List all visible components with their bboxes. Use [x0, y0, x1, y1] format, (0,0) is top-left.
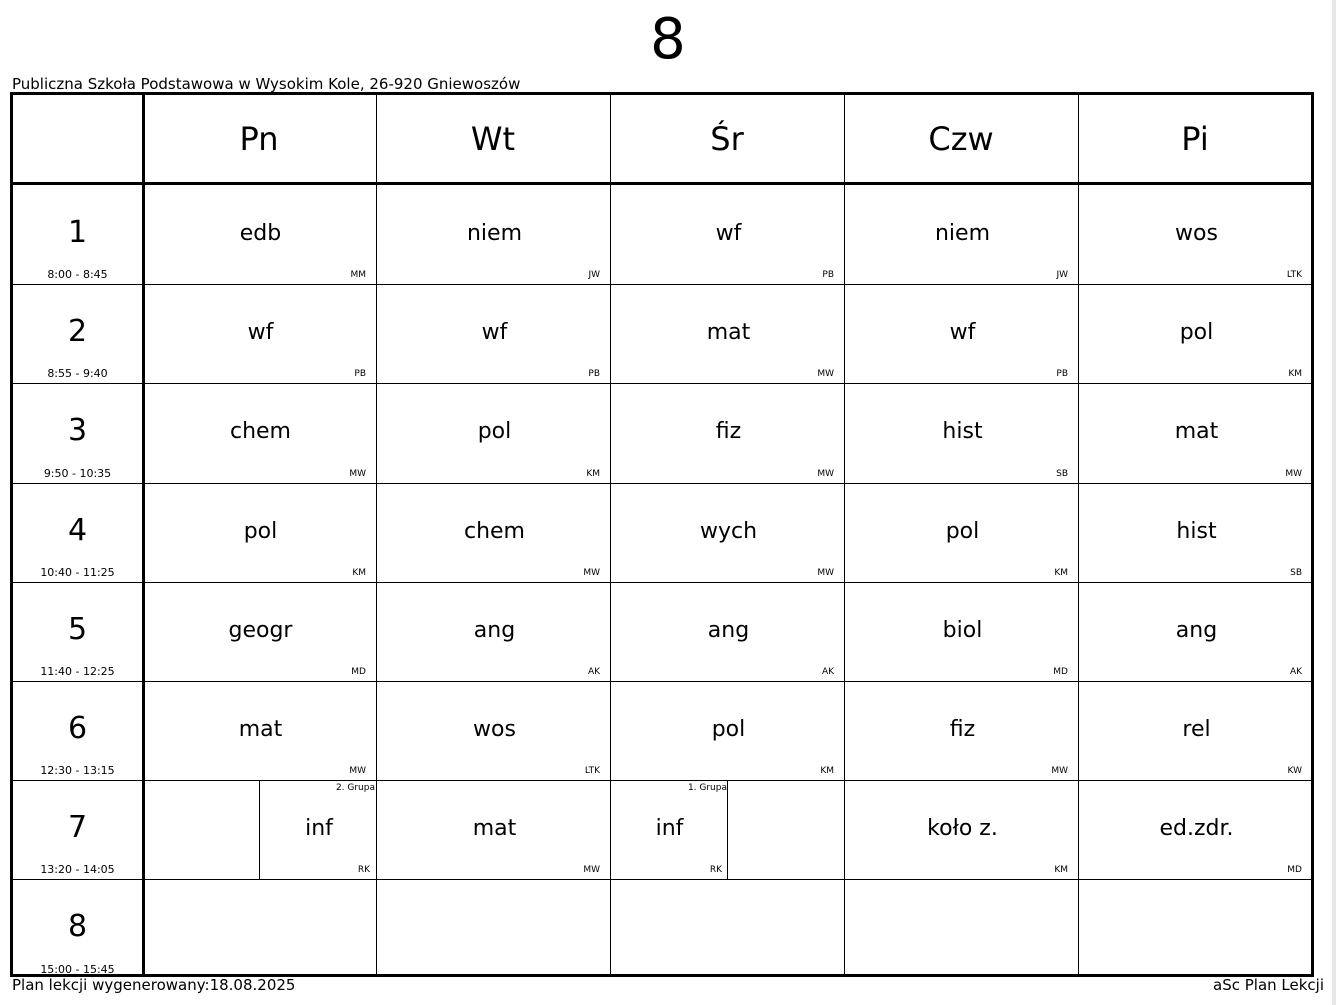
subject-name: ed.zdr.	[1159, 816, 1234, 842]
group-split-divider	[727, 780, 728, 879]
group-label: 1. Grupa	[687, 783, 727, 794]
period-time: 12:30 - 13:15	[40, 764, 115, 778]
teacher-code: MD	[1053, 666, 1068, 677]
lesson-cell[interactable]	[1081, 185, 1312, 284]
teacher-code: MM	[350, 270, 366, 281]
subject-name: pol	[1179, 320, 1214, 346]
lesson-cell[interactable]	[847, 879, 1078, 978]
period-cell-7	[13, 780, 142, 879]
teacher-code: RK	[709, 865, 722, 876]
subject-name: chem	[463, 518, 525, 544]
subject-name: mat	[706, 320, 751, 346]
period-time: 13:20 - 14:05	[40, 863, 115, 877]
timetable-grid	[10, 92, 1314, 977]
teacher-code: MW	[817, 567, 834, 578]
lesson-cell[interactable]	[262, 780, 376, 879]
teacher-code: AK	[587, 666, 600, 677]
teacher-code: SB	[1056, 468, 1068, 479]
teacher-code: AK	[1289, 666, 1302, 677]
lesson-cell[interactable]	[145, 383, 376, 482]
lesson-cell[interactable]	[613, 582, 844, 681]
period-cell-8	[13, 879, 142, 978]
subject-name: pol	[243, 518, 278, 544]
lesson-cell[interactable]	[1081, 383, 1312, 482]
lesson-cell[interactable]	[379, 582, 610, 681]
teacher-code: MW	[817, 468, 834, 479]
subject-name: mat	[472, 816, 517, 842]
lesson-cell[interactable]	[379, 383, 610, 482]
lesson-cell[interactable]	[613, 879, 844, 978]
teacher-code: AK	[821, 666, 834, 677]
teacher-code: JW	[588, 270, 600, 281]
period-time: 9:50 - 10:35	[43, 466, 112, 480]
lesson-cell[interactable]	[847, 284, 1078, 383]
subject-name: hist	[1176, 518, 1217, 544]
teacher-code: MW	[349, 766, 366, 777]
subject-name: pol	[711, 717, 746, 742]
lesson-cell[interactable]	[379, 780, 610, 879]
subject-name: wf	[949, 320, 976, 346]
lesson-cell[interactable]	[847, 582, 1078, 681]
lesson-cell[interactable]	[379, 879, 610, 978]
day-column-divider	[1078, 95, 1079, 974]
subject-name: edb	[239, 221, 282, 246]
period-cell-5	[13, 582, 142, 681]
teacher-code: LTK	[1286, 270, 1302, 281]
teacher-code: KW	[1287, 766, 1302, 777]
teacher-code: MD	[1287, 865, 1302, 876]
period-number: 4	[67, 512, 88, 548]
teacher-code: MW	[1285, 468, 1302, 479]
lesson-cell[interactable]	[145, 185, 376, 284]
lesson-cell[interactable]	[379, 483, 610, 582]
period-number: 7	[67, 810, 88, 846]
teacher-code: MW	[1051, 766, 1068, 777]
lesson-cell[interactable]	[1081, 780, 1312, 879]
subject-name: wf	[481, 320, 508, 346]
period-number: 1	[67, 215, 88, 250]
subject-name: wos	[1175, 221, 1218, 246]
teacher-code: MW	[817, 369, 834, 380]
day-column-divider	[376, 95, 377, 974]
subject-name: fiz	[949, 717, 976, 742]
lesson-cell[interactable]	[145, 284, 376, 383]
day-header-1: Pn	[239, 119, 279, 158]
school-name: Publiczna Szkoła Podstawowa w Wysokim Kole, 26-920 Gniewoszów	[12, 75, 521, 93]
lesson-cell[interactable]	[1081, 681, 1312, 780]
period-time: 8:55 - 9:40	[47, 367, 108, 381]
day-header-5: Pi	[1181, 119, 1209, 158]
day-header-3: Śr	[710, 119, 744, 158]
lesson-cell[interactable]	[1081, 483, 1312, 582]
period-number: 2	[67, 314, 88, 350]
period-time: 11:40 - 12:25	[40, 664, 115, 678]
subject-name: wos	[473, 717, 516, 742]
period-number: 6	[67, 711, 88, 746]
day-header-4: Czw	[928, 119, 994, 158]
page-title: 8	[650, 7, 686, 72]
generated-date: Plan lekcji wygenerowany:18.08.2025	[12, 976, 296, 994]
lesson-cell[interactable]	[847, 383, 1078, 482]
lesson-cell[interactable]	[613, 284, 844, 383]
lesson-cell[interactable]	[379, 681, 610, 780]
period-time: 10:40 - 11:25	[40, 565, 115, 579]
teacher-code: KM	[352, 567, 366, 578]
subject-name: niem	[466, 221, 523, 246]
period-cell-6	[13, 681, 142, 780]
lesson-cell[interactable]	[611, 780, 728, 879]
period-number: 3	[67, 413, 88, 449]
subject-name: chem	[229, 419, 291, 445]
teacher-code: LTK	[584, 766, 600, 777]
lesson-cell[interactable]	[613, 681, 844, 780]
subject-name: geogr	[228, 617, 293, 643]
teacher-code: KM	[1054, 865, 1068, 876]
period-number: 8	[67, 909, 88, 945]
teacher-code: MW	[583, 567, 600, 578]
teacher-code: SB	[1290, 567, 1302, 578]
subject-name: inf	[655, 816, 684, 842]
teacher-code: PB	[588, 369, 600, 380]
subject-name: wf	[247, 320, 274, 346]
day-header-2: Wt	[470, 119, 516, 158]
teacher-code: RK	[357, 865, 370, 876]
subject-name: mat	[238, 717, 283, 742]
subject-name: biol	[942, 617, 983, 643]
lesson-cell[interactable]	[145, 483, 376, 582]
subject-name: wych	[699, 518, 758, 544]
teacher-code: KM	[586, 468, 600, 479]
teacher-code: KM	[820, 766, 834, 777]
period-cell-2	[13, 284, 142, 383]
subject-name: ang	[473, 617, 516, 643]
lesson-cell[interactable]	[613, 483, 844, 582]
app-name: aSc Plan Lekcji	[1213, 976, 1324, 994]
period-time: 8:00 - 8:45	[47, 268, 108, 282]
subject-name: wf	[715, 221, 742, 246]
teacher-code: PB	[1056, 369, 1068, 380]
lesson-cell[interactable]	[1081, 284, 1312, 383]
period-cell-4	[13, 483, 142, 582]
lesson-cell[interactable]	[613, 185, 844, 284]
lesson-cell[interactable]	[613, 383, 844, 482]
lesson-cell[interactable]	[145, 582, 376, 681]
teacher-code: JW	[1056, 270, 1068, 281]
group-label: 2. Grupa	[335, 783, 375, 794]
subject-name: ang	[1175, 617, 1218, 643]
subject-name: niem	[934, 221, 991, 246]
lesson-cell[interactable]	[145, 879, 376, 978]
subject-name: fiz	[715, 419, 742, 445]
teacher-code: PB	[354, 369, 366, 380]
lesson-cell[interactable]	[847, 681, 1078, 780]
subject-name: pol	[945, 518, 980, 544]
subject-name: hist	[942, 419, 983, 445]
lesson-cell[interactable]	[847, 483, 1078, 582]
day-column-divider	[844, 95, 845, 974]
lesson-cell[interactable]	[1081, 879, 1312, 978]
period-cell-1	[13, 185, 142, 284]
subject-name: mat	[1174, 419, 1219, 445]
lesson-cell[interactable]	[379, 185, 610, 284]
period-cell-3	[13, 383, 142, 482]
teacher-code: MW	[583, 865, 600, 876]
teacher-code: MD	[351, 666, 366, 677]
lesson-cell[interactable]	[847, 185, 1078, 284]
period-number: 5	[67, 611, 88, 647]
group-split-divider	[259, 780, 260, 879]
subject-name: pol	[477, 419, 512, 445]
period-time: 15:00 - 15:45	[40, 962, 115, 976]
subject-name: rel	[1182, 717, 1211, 742]
window-edge	[1332, 0, 1336, 1005]
teacher-code: MW	[349, 468, 366, 479]
subject-name: koło z.	[927, 816, 998, 842]
lesson-cell[interactable]	[847, 780, 1078, 879]
subject-name: inf	[305, 816, 333, 842]
lesson-cell[interactable]	[145, 681, 376, 780]
teacher-code: KM	[1288, 369, 1302, 380]
subject-name: ang	[707, 617, 750, 643]
lesson-cell[interactable]	[379, 284, 610, 383]
lesson-cell[interactable]	[1081, 582, 1312, 681]
teacher-code: KM	[1054, 567, 1068, 578]
teacher-code: PB	[822, 270, 834, 281]
